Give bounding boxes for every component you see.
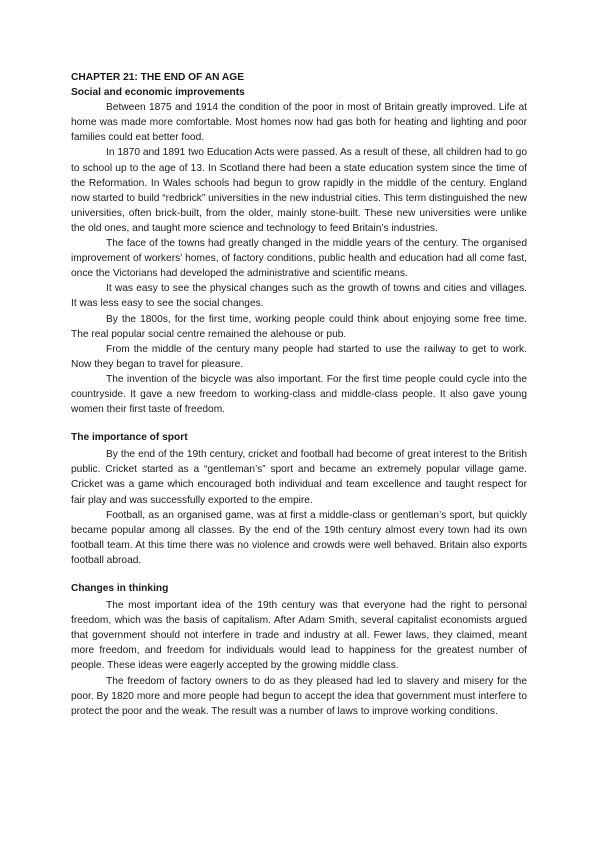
- paragraph: By the 1800s, for the first time, working people could think about enjoying some free time. The real popular social centre remained the alehouse or pub.: [71, 313, 527, 340]
- paragraph: Between 1875 and 1914 the condition of the poor in most of Britain greatly improved. Life at home was made more comfortable. Most homes now had gas both for heating and lighting and poor families could eat better food.: [71, 102, 527, 144]
- section-importance-of-sport: [71, 430, 527, 568]
- paragraph: The freedom of factory owners to do as they pleased had led to slavery and misery for the poor. By 1820 more and more people had begun to accept the idea that government must interfere to protect the poor and the weak. The result was a number of laws to improve working conditions.: [71, 675, 527, 717]
- paragraph: From the middle of the century many people had started to use the railway to get to work. Now they began to travel for pleasure.: [71, 343, 527, 370]
- paragraph: In 1870 and 1891 two Education Acts were passed. As a result of these, all children had to go to school up to the age of 13. In Scotland there had been a state education system since the time of the Reformation. In Wales schools had begun to grow rapidly in the middle of the century. England now started to build “redbrick” universities in the new industrial cities. This term distinguished the new universities, often brick-built, from the older, mainly stone-built. These new universities were unlike the old ones, and taught more science and technology to feed Britain’s industries.: [71, 147, 527, 234]
- section-changes-in-thinking: [71, 581, 527, 719]
- section-heading: Changes in thinking: [71, 583, 169, 594]
- document-page: [71, 70, 527, 719]
- chapter-title: CHAPTER 21: THE END OF AN AGE: [71, 72, 245, 83]
- paragraph: Football, as an organised game, was at first a middle-class or gentleman’s sport, but quickly became popular among all classes. By the end of the 19th century almost every town had its own football team. At this time there was no violence and crowds were well behaved. Britain also exports football abroad.: [71, 509, 527, 566]
- section-heading: The importance of sport: [71, 432, 188, 444]
- section-social-economic: [71, 85, 527, 417]
- paragraph: The face of the towns had greatly changed in the middle years of the century. The organised improvement of workers’ homes, of factory conditions, public health and education had all come fast, once the Victorians had developed the administrative and scientific means.: [71, 238, 527, 280]
- paragraph: It was easy to see the physical changes such as the growth of towns and cities and villages. It was less easy to see the social changes.: [71, 283, 527, 310]
- paragraph: By the end of the 19th century, cricket and football had become of great interest to the British public. Cricket started as a “gentleman’s” sport and became an extremely popular village game. Cricket was a game which encouraged both individual and team excellence and taught respect for fair play and was successfully exported to the empire.: [71, 449, 527, 506]
- paragraph: The invention of the bicycle was also important. For the first time people could cycle into the countryside. It gave a new freedom to working-class and middle-class people. It also gave young women their first taste of freedom.: [71, 373, 527, 416]
- paragraph: The most important idea of the 19th century was that everyone had the right to personal freedom, which was the basis of capitalism. After Adam Smith, several capitalist economists argued that government should not interfere in trade and industry at all. Fewer laws, they claimed, meant more freedom, and freedom for individuals would lead to happiness for the greatest number of people. These ideas were eagerly accepted by the growing middle class.: [71, 600, 527, 672]
- section-heading: Social and economic improvements: [71, 87, 245, 99]
